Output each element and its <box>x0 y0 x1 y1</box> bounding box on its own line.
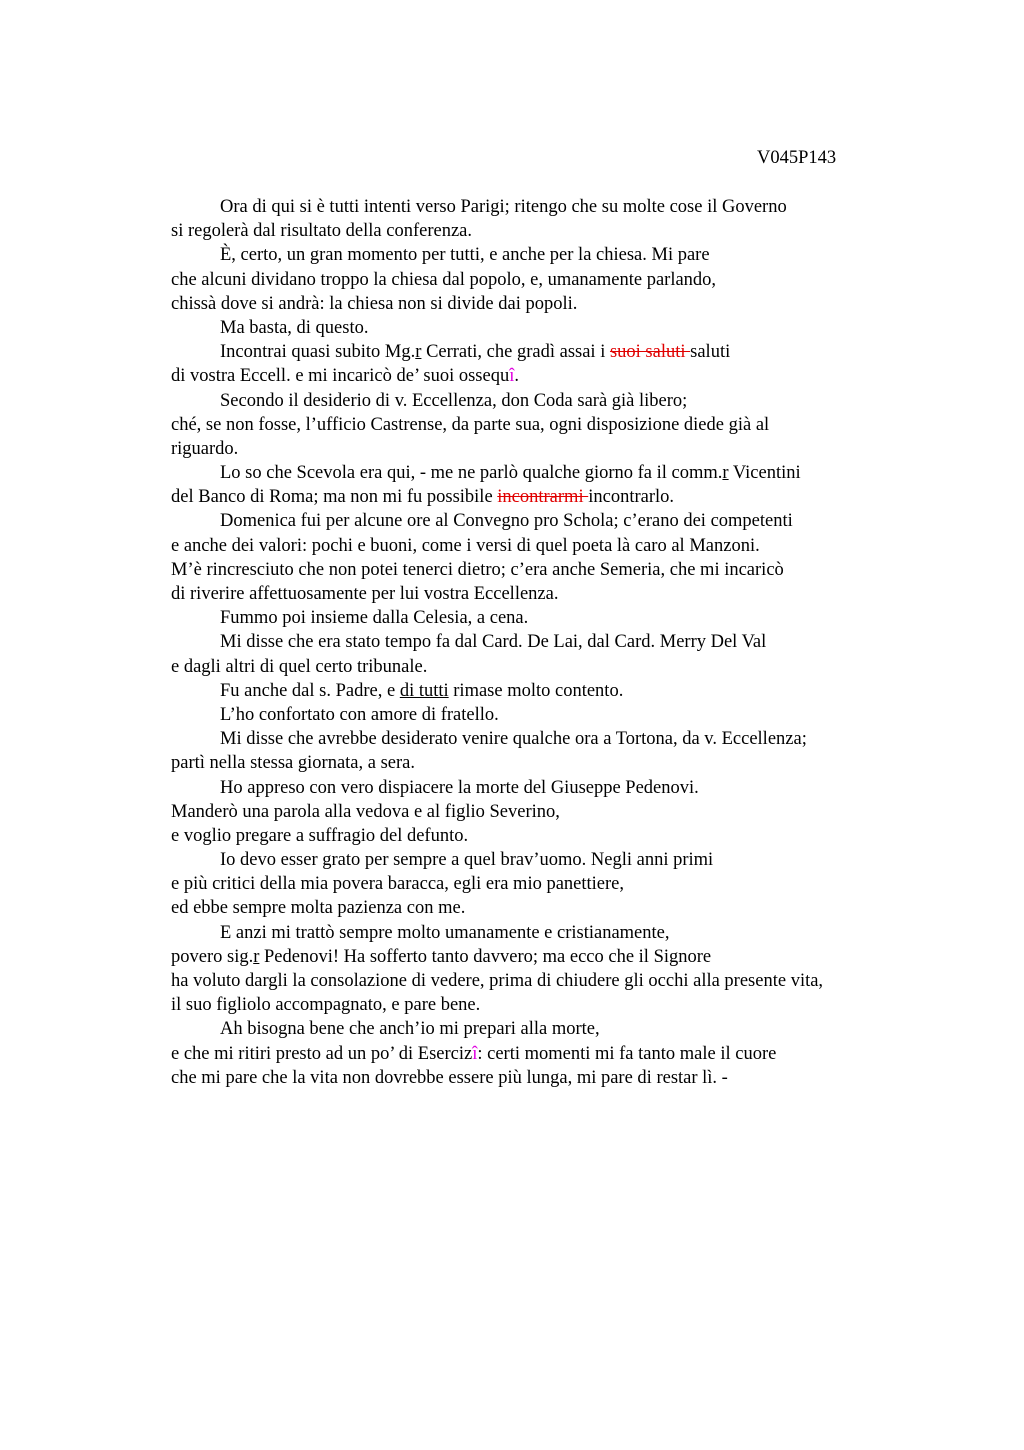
text-line <box>171 993 911 1017</box>
text-segment: Lo so che Scevola era qui, - me ne parlò qualche giorno fa il comm. <box>220 463 723 484</box>
text-segment: M’è rincresciuto che non potei tenerci dietro; c’era anche Semeria, che mi incaricò <box>171 559 784 580</box>
text-line <box>171 316 911 340</box>
text-segment: Mi disse che era stato tempo fa dal Card. De Lai, dal Card. Merry Del Val <box>220 632 767 653</box>
highlighted-character: î <box>472 1043 478 1064</box>
text-line <box>171 534 911 558</box>
underlined-text: r <box>415 342 422 363</box>
highlighted-character: î <box>509 366 515 387</box>
text-line <box>171 485 911 509</box>
text-line <box>171 872 911 896</box>
text-segment: Io devo esser grato per sempre a quel brav’uomo. Negli anni primi <box>220 850 714 871</box>
text-line <box>171 1017 911 1041</box>
text-line <box>171 195 911 219</box>
text-segment: È, certo, un gran momento per tutti, e anche per la chiesa. Mi pare <box>220 245 710 266</box>
text-segment: ed ebbe sempre molta pazienza con me. <box>171 898 466 919</box>
text-line <box>171 509 911 533</box>
text-segment: . <box>514 366 519 387</box>
text-line <box>171 461 911 485</box>
text-line <box>171 219 911 243</box>
text-line <box>171 606 911 630</box>
text-line <box>171 1042 911 1066</box>
text-line <box>171 679 911 703</box>
text-segment: riguardo. <box>171 438 239 459</box>
text-line <box>171 243 911 267</box>
text-segment: Vicentini <box>728 463 801 484</box>
text-segment: Manderò una parola alla vedova e al figlio Severino, <box>171 801 560 822</box>
text-segment: Fu anche dal s. Padre, e <box>220 680 400 701</box>
text-line <box>171 364 911 388</box>
underlined-text: r <box>722 463 729 484</box>
text-segment: il suo figliolo accompagnato, e pare bene. <box>171 995 481 1016</box>
text-line <box>171 800 911 824</box>
text-line <box>171 824 911 848</box>
text-line <box>171 437 911 461</box>
text-segment: che mi pare che la vita non dovrebbe essere più lunga, mi pare di restar lì. - <box>171 1067 728 1088</box>
text-line <box>171 848 911 872</box>
text-segment: Ho appreso con vero dispiacere la morte del Giuseppe Pedenovi. <box>220 777 699 798</box>
text-line <box>171 340 911 364</box>
text-segment: Cerrati, che gradì assai i <box>421 342 610 363</box>
text-segment: Incontrai quasi subito Mg. <box>220 342 416 363</box>
text-line <box>171 703 911 727</box>
text-segment: Fummo poi insieme dalla Celesia, a cena. <box>220 608 529 629</box>
deleted-text: incontrarmi <box>497 487 589 508</box>
text-segment: E anzi mi trattò sempre molto umanamente e cristianamente, <box>220 922 670 943</box>
text-line <box>171 969 911 993</box>
underlined-text: r <box>253 946 260 967</box>
text-segment: che alcuni dividano troppo la chiesa dal popolo, e, umanamente parlando, <box>171 269 717 290</box>
text-segment: Ah bisogna bene che anch’io mi prepari alla morte, <box>220 1019 600 1040</box>
text-line <box>171 655 911 679</box>
text-segment: di riverire affettuosamente per lui vostra Eccellenza. <box>171 584 559 604</box>
text-segment: Ma basta, di questo. <box>220 317 369 338</box>
text-segment: ha voluto dargli la consolazione di vedere, prima di chiudere gli occhi alla presente vita, <box>171 971 824 991</box>
text-segment: e dagli altri di quel certo tribunale. <box>171 656 428 677</box>
text-line <box>171 558 911 582</box>
text-segment: incontrarlo. <box>588 487 675 508</box>
letter-body <box>171 195 911 1090</box>
text-segment: del Banco di Roma; ma non mi fu possibile <box>171 487 498 508</box>
text-line <box>171 751 911 775</box>
text-line <box>171 389 911 413</box>
text-line <box>171 630 911 654</box>
text-line <box>171 945 911 969</box>
text-line <box>171 1066 911 1090</box>
text-segment: e anche dei valori: pochi e buoni, come i versi di quel poeta là caro al Manzoni. <box>171 535 760 556</box>
text-line <box>171 896 911 920</box>
text-segment: Secondo il desiderio di v. Eccellenza, don Coda sarà già libero; <box>220 390 688 411</box>
text-segment: partì nella stessa giornata, a sera. <box>171 753 415 774</box>
text-line <box>171 268 911 292</box>
text-segment: e più critici della mia povera baracca, egli era mio panettiere, <box>171 874 625 895</box>
text-segment: di vostra Eccell. e mi incaricò de’ suoi ossequ <box>171 366 510 387</box>
text-segment: saluti <box>690 342 731 363</box>
text-segment: rimase molto contento. <box>448 680 624 701</box>
text-segment: L’ho confortato con amore di fratello. <box>220 704 499 725</box>
text-line <box>171 582 911 606</box>
text-segment: Domenica fui per alcune ore al Convegno pro Schola; c’erano dei competenti <box>220 511 793 532</box>
text-segment: chissà dove si andrà: la chiesa non si divide dai popoli. <box>171 293 578 314</box>
text-line <box>171 413 911 437</box>
text-segment: e voglio pregare a suffragio del defunto. <box>171 825 469 846</box>
text-segment: Mi disse che avrebbe desiderato venire qualche ora a Tortona, da v. Eccellenza; <box>220 729 807 750</box>
deleted-text: suoi saluti <box>609 342 691 363</box>
text-line <box>171 727 911 751</box>
underlined-text: di tutti <box>399 680 449 701</box>
text-line <box>171 921 911 945</box>
text-segment: : certi momenti mi fa tanto male il cuore <box>477 1043 777 1064</box>
text-line <box>171 292 911 316</box>
text-segment: ché, se non fosse, l’ufficio Castrense, da parte sua, ogni disposizione diede già al <box>171 414 770 435</box>
text-segment: povero sig. <box>171 946 254 967</box>
text-segment: Ora di qui si è tutti intenti verso Parigi; ritengo che su molte cose il Governo <box>220 197 787 217</box>
page-identifier: V045P143 <box>757 148 837 168</box>
text-segment: Pedenovi! Ha sofferto tanto davvero; ma ecco che il Signore <box>259 946 712 967</box>
text-line <box>171 776 911 800</box>
text-segment: e che mi ritiri presto ad un po’ di Eserciz <box>171 1043 473 1064</box>
text-segment: si regolerà dal risultato della conferenza. <box>171 221 472 242</box>
